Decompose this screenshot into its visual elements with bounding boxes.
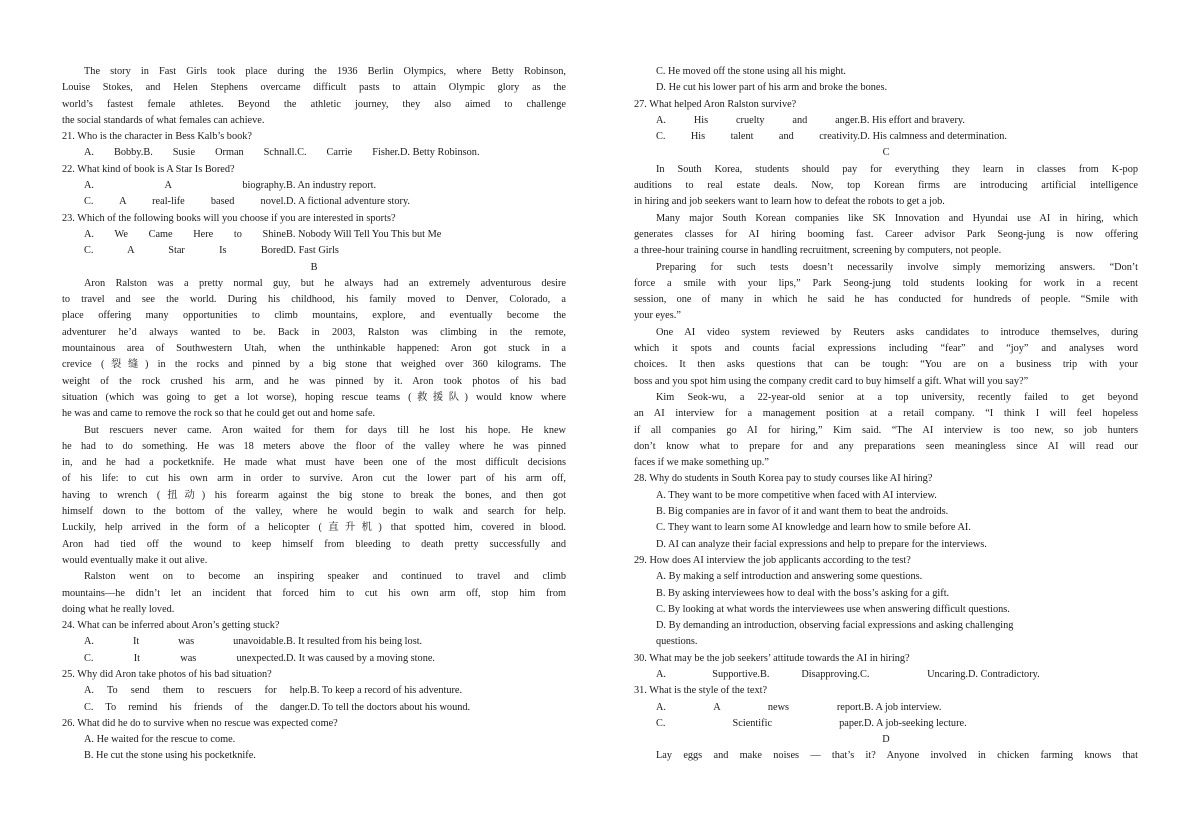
option: B. By asking interviewees how to deal with the boss’s asking for a gift. <box>656 587 950 599</box>
passage-line: having to wrench (扭动) his forearm against the big stone to break the bones, and then got <box>62 489 566 501</box>
question-22-options <box>62 178 566 194</box>
passage-line: choices. It then asks questions that can be tough: “You are on a business trip with your <box>634 359 1138 371</box>
passage-line: Lay eggs and make noises — that’s it? Anyone involved in chicken farming knows that <box>656 750 1138 762</box>
passage-line: Many major South Korean companies like SK Innovation and Hyundai use AI in hiring, which <box>656 212 1138 224</box>
option: B. Disapproving. <box>760 668 860 680</box>
question-23-stem: 23. Which of the following books will you choose if you are interested in sports? <box>62 212 396 224</box>
question-28-options <box>634 488 1138 504</box>
option: A. To send them to rescuers for help. <box>84 685 310 697</box>
option: B. Big companies are in favor of it and want them to beat the androids. <box>656 506 949 518</box>
passage-line: he had to do something. He was 18 meters above the floor of the valley where he was pinned <box>62 440 566 452</box>
passage-line: mountainous area of Southwestern Utah, when the unthinkable happened: Aron got stuck in a <box>62 343 566 355</box>
question-21-options <box>62 145 566 161</box>
option: A. A news report. <box>656 701 864 713</box>
option: C. They want to learn some AI knowledge and learn how to smile before AI. <box>656 522 971 534</box>
option: D. It was caused by a moving stone. <box>286 652 435 664</box>
passage-line: Luckily, help arrived in the form of a helicopter (直升机) that spotted him, covered in blood. <box>62 522 566 534</box>
option: B. It resulted from his being lost. <box>286 636 423 648</box>
option: D. Fast Girls <box>286 245 339 257</box>
question-29-options <box>634 602 1138 618</box>
option: C. He moved off the stone using all his might. <box>656 66 846 77</box>
passage-line: session, one of many in which he said he has conducted for hundreds of people. “Smile with <box>634 294 1138 306</box>
option-continuation: questions. <box>656 636 698 648</box>
option: C. Scientific paper. <box>656 717 864 729</box>
question-31-options <box>634 716 1138 732</box>
question-28-options <box>634 504 1138 520</box>
question-22-options <box>62 194 566 210</box>
passage-line: he was and came to remove the rock so that he could get out and home safe. <box>62 408 376 420</box>
passage-line: don’t know what to prepare for and any preparations seen meaningless since AI will read our <box>634 440 1138 452</box>
question-26-options <box>634 80 1138 96</box>
passage-line: a three-hour training course in handling recruitment, screening by computers, not people. <box>634 245 1002 257</box>
question-31-stem: 31. What is the style of the text? <box>634 685 768 697</box>
passage-line: But rescuers never came. Aron waited for them for days till he lost his hope. He knew <box>84 424 566 436</box>
question-26-options <box>62 732 566 748</box>
question-24-options <box>62 651 566 667</box>
section-heading-c: C <box>882 147 890 159</box>
question-25-options <box>62 683 566 699</box>
passage-line: an AI interview for a management position at a retail company. “I think I will feel hopeless <box>634 408 1138 420</box>
option: D. He cut his lower part of his arm and broke the bones. <box>656 82 888 94</box>
passage-line: The story in Fast Girls took place during the 1936 Berlin Olympics, where Betty Robinson, <box>84 66 566 77</box>
passage-line: mountains—he didn’t let an incident that forced him to cut his own arm off, stop him from <box>62 587 566 599</box>
passage-line: auditions to real estate deals. Now, top Korean firms are introducing artificial intelligence <box>634 180 1138 192</box>
option: D. To tell the doctors about his wound. <box>310 701 471 713</box>
question-24-stem: 24. What can be inferred about Aron’s getting stuck? <box>62 620 280 632</box>
option: C. Uncaring. <box>860 668 968 680</box>
question-29-options <box>634 569 1138 585</box>
option: B. An industry report. <box>286 180 377 192</box>
option: D. Contradictory. <box>968 668 1040 680</box>
passage-line: doing what he really loved. <box>62 603 175 615</box>
passage-line: Aron Ralston was a pretty normal guy, but he always had an extremely adventurous desire <box>84 277 566 289</box>
option: D. A job-seeking lecture. <box>864 717 967 729</box>
passage-line: to travel and see the world. During his childhood, his family moved to Denver, Colorado, a <box>62 294 566 306</box>
option: A. They want to be more competitive when faced with AI interview. <box>656 489 937 501</box>
passage-line: Ralston went on to become an inspiring speaker and continued to travel and climb <box>84 571 566 583</box>
question-24-options <box>62 634 566 650</box>
section-heading-b: B <box>310 261 318 273</box>
option: A. It was unavoidable. <box>84 636 286 648</box>
question-28-options <box>634 537 1138 553</box>
question-29-options <box>634 618 1138 634</box>
passage-line: situation (which was going to get a lot worse), hoping rescue teams (救援队) would know where <box>62 391 566 403</box>
question-30-stem: 30. What may be the job seekers’ attitude towards the AI in hiring? <box>634 652 910 664</box>
question-22-stem: 22. What kind of book is A Star Is Bored? <box>62 163 235 175</box>
question-29-options <box>634 634 1138 650</box>
passage-line: place offering many opportunities to climb mountains, explore, and eventually become the <box>62 310 566 322</box>
passage-line: faces if we make something up.” <box>634 457 769 469</box>
option: C. A Star Is Bored <box>84 245 286 257</box>
question-31-options <box>634 700 1138 716</box>
option: A. He waited for the rescue to come. <box>84 734 236 746</box>
option: A. We Came Here to Shine <box>84 228 286 240</box>
question-29-stem: 29. How does AI interview the job applicants according to the test? <box>634 554 911 566</box>
passage-line: in, and he had a pocketknife. He made what must have been one of the most difficult decisions <box>62 457 566 469</box>
question-23-options <box>62 227 566 243</box>
passage-line: your eyes.” <box>634 310 681 322</box>
option: C. His talent and creativity. <box>656 131 860 143</box>
passage-line: which it spots and counts facial expressions including “fear” and “joy” and analyses word <box>634 343 1138 355</box>
option: A. A biography. <box>84 180 286 192</box>
option: B. His effort and bravery. <box>860 114 965 126</box>
question-26-stem: 26. What did he do to survive when no rescue was expected come? <box>62 717 338 729</box>
option: A. Supportive. <box>656 668 760 680</box>
question-28-stem: 28. Why do students in South Korea pay to study courses like AI hiring? <box>634 473 933 485</box>
passage-line: One AI video system reviewed by Reuters asks candidates to introduce themselves, during <box>656 326 1138 338</box>
right-column <box>634 64 1138 765</box>
passage-line: of his life: to cut his own arm in order to survive. Aron cut the lower part of his arm off, <box>62 473 566 485</box>
question-26-options <box>62 748 566 764</box>
option: C. A real-life based novel. <box>84 196 286 208</box>
option: D. A fictional adventure story. <box>286 196 411 208</box>
question-25-stem: 25. Why did Aron take photos of his bad situation? <box>62 668 272 680</box>
option: C. By looking at what words the interviewees use when answering difficult questions. <box>656 603 1010 615</box>
option: D. Betty Robinson. <box>400 147 480 159</box>
option: B. He cut the stone using his pocketknife. <box>84 750 256 762</box>
passage-line: force a smile with your lips,” Park Seong-jung told students looking for work in a recent <box>634 277 1138 289</box>
passage-line: Kim Seok-wu, a 22-year-old senior at a top university, recently failed to get beyond <box>656 391 1138 403</box>
option: B. To keep a record of his adventure. <box>310 685 463 697</box>
option: B. A job interview. <box>864 701 942 713</box>
passage-line: if all companies go AI for hiring,” Kim said. “The AI interview is too new, so job hunters <box>634 424 1138 436</box>
question-30-options <box>634 667 1138 683</box>
question-28-options <box>634 520 1138 536</box>
question-25-options <box>62 700 566 716</box>
passage-line: crevice (裂缝) in the rocks and pinned by a big stone that weighed over 360 kilograms. The <box>62 359 566 371</box>
left-column <box>62 64 566 765</box>
question-27-options <box>634 113 1138 129</box>
passage-line: would eventually make it out alive. <box>62 554 208 566</box>
passage-line: Preparing for such tests doesn’t necessarily involve simply memorizing answers. “Don’t <box>656 261 1138 273</box>
passage-line: boss and you spot him using the company credit card to buy himself a gift. What will you say?” <box>634 375 1029 387</box>
passage-line: world’s fastest female athletes. Beyond the athletic journey, they also aimed to challenge <box>62 98 566 110</box>
section-heading-d: D <box>882 734 890 746</box>
option: D. His calmness and determination. <box>860 131 1007 143</box>
question-26-options <box>634 64 1138 80</box>
option: A. Bobby.B. Susie Orman Schnall.C. Carrie Fisher. <box>84 147 400 159</box>
option: D. AI can analyze their facial expressions and help to prepare for the interviews. <box>656 538 987 550</box>
passage-line: Aron had tied off the wound to keep himself from bleeding to death pretty successfully and <box>62 538 566 550</box>
option: D. By demanding an introduction, observing facial expressions and asking challenging <box>656 620 1014 632</box>
option: C. To remind his friends of the danger. <box>84 701 310 713</box>
question-29-options <box>634 586 1138 602</box>
passage-line: in hiring and job seekers want to learn how to defeat the robots to get a job. <box>634 196 945 208</box>
passage-line: Louise Stokes, and Helen Stephens overcame difficult pasts to attain Olympic glory as the <box>62 82 566 94</box>
option: A. By making a self introduction and answering some questions. <box>656 571 923 583</box>
question-27-stem: 27. What helped Aron Ralston survive? <box>634 98 797 110</box>
passage-line: himself down to the bottom of the valley, where he would begin to walk and search for help. <box>62 506 566 518</box>
question-27-options <box>634 129 1138 145</box>
option: B. Nobody Will Tell You This but Me <box>286 228 442 240</box>
passage-line: generates classes for AI hiring booming fast. Career advisor Park Seong-jung is now offering <box>634 228 1138 240</box>
question-21-stem: 21. Who is the character in Bess Kalb’s book? <box>62 131 252 143</box>
option: C. It was unexpected. <box>84 652 286 664</box>
passage-line: weight of the rock crushed his arm, and he was pinned by it. Aron took photos of his bad <box>62 375 566 387</box>
question-23-options <box>62 243 566 259</box>
passage-line: adventurer he’d always wanted to be. Back in 2003, Ralston was climbing in the remote, <box>62 326 566 338</box>
passage-line: the social standards of what females can achieve. <box>62 114 265 126</box>
passage-line: In South Korea, students should pay for everything they learn in classes from K-pop <box>656 163 1138 175</box>
option: A. His cruelty and anger. <box>656 114 860 126</box>
